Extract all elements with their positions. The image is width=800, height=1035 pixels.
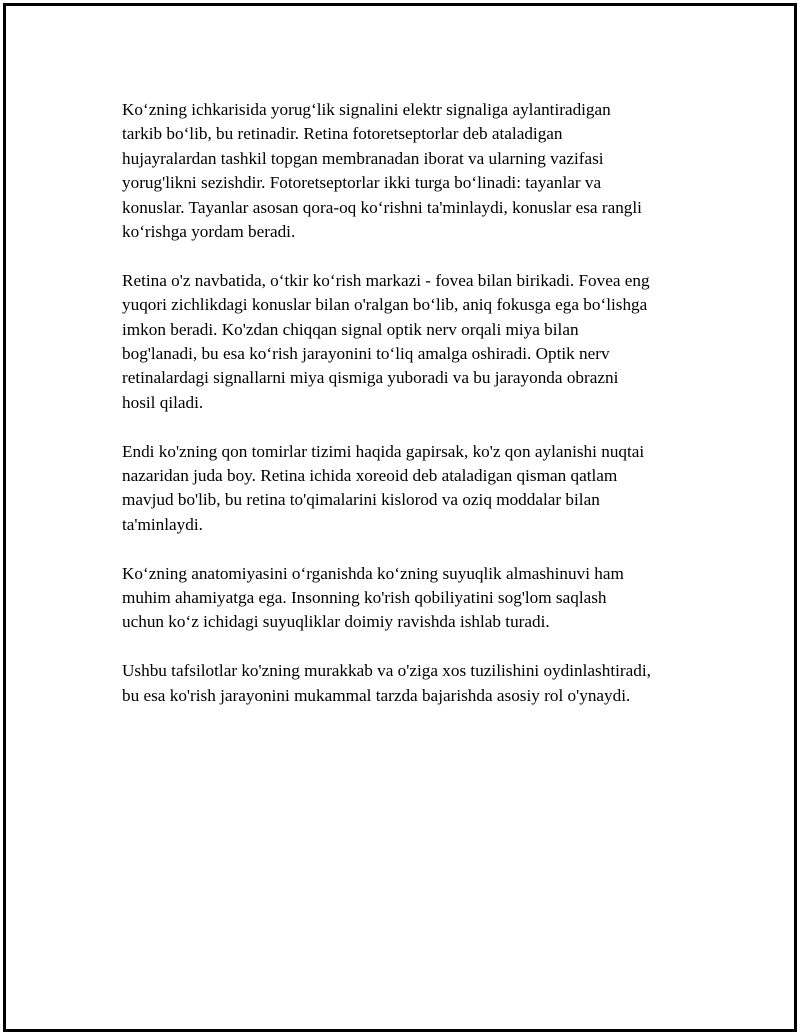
- text-line: Ushbu tafsilotlar ko'zning murakkab va o'ziga xos tuzilishini oydinlashtiradi,: [122, 661, 651, 681]
- document-body: [122, 98, 702, 732]
- paragraph-retina-intro: [122, 98, 702, 244]
- text-line: yuqori zichlikdagi konuslar bilan o'ralgan bo‘lib, aniq fokusga ega bo‘lishga: [122, 295, 648, 315]
- text-line: bog'lanadi, bu esa ko‘rish jarayonini to‘liq amalga oshiradi. Optik nerv: [122, 344, 610, 364]
- paragraph-fovea: [122, 269, 702, 415]
- text-line: uchun ko‘z ichidagi suyuqliklar doimiy ravishda ishlab turadi.: [122, 612, 550, 632]
- text-line: Ko‘zning ichkarisida yorug‘lik signalini elektr signaliga aylantiradigan: [122, 100, 611, 119]
- text-line: ta'minlaydi.: [122, 514, 203, 534]
- text-line: ko‘rishga yordam beradi.: [122, 222, 296, 242]
- text-line: muhim ahamiyatga ega. Insonning ko'rish qobiliyatini sog'lom saqlash: [122, 588, 607, 608]
- paragraph-conclusion: [122, 659, 702, 708]
- text-line: Retina o'z navbatida, o‘tkir ko‘rish markazi - fovea bilan birikadi. Fovea eng: [122, 270, 650, 290]
- text-line: mavjud bo'lib, bu retina to'qimalarini kislorod va oziq moddalar bilan: [122, 490, 600, 510]
- page-border: [3, 3, 797, 1032]
- text-line: hujayralardan tashkil topgan membranadan iborat va ularning vazifasi: [122, 148, 604, 168]
- text-line: retinalardagi signallarni miya qismiga yuboradi va bu jarayonda obrazni: [122, 368, 619, 388]
- text-line: Endi ko'zning qon tomirlar tizimi haqida gapirsak, ko'z qon aylanishi nuqtai: [122, 441, 645, 461]
- text-line: yorug'likni sezishdir. Fotoretseptorlar ikki turga bo‘linadi: tayanlar va: [122, 173, 602, 193]
- text-line: konuslar. Tayanlar asosan qora-oq ko‘rishni ta'minlaydi, konuslar esa rangli: [122, 197, 642, 217]
- text-line: tarkib bo‘lib, bu retinadir. Retina fotoretseptorlar deb ataladigan: [122, 124, 563, 144]
- paragraph-blood-vessels: [122, 440, 702, 538]
- text-line: imkon beradi. Ko'zdan chiqqan signal optik nerv orqali miya bilan: [122, 319, 579, 339]
- paragraph-fluid-exchange: [122, 562, 702, 635]
- text-line: hosil qiladi.: [122, 392, 204, 412]
- text-line: nazaridan juda boy. Retina ichida xoreoid deb ataladigan qisman qatlam: [122, 466, 618, 486]
- text-line: bu esa ko'rish jarayonini mukammal tarzda bajarishda asosiy rol o'ynaydi.: [122, 685, 631, 705]
- text-line: Ko‘zning anatomiyasini o‘rganishda ko‘zning suyuqlik almashinuvi ham: [122, 563, 624, 583]
